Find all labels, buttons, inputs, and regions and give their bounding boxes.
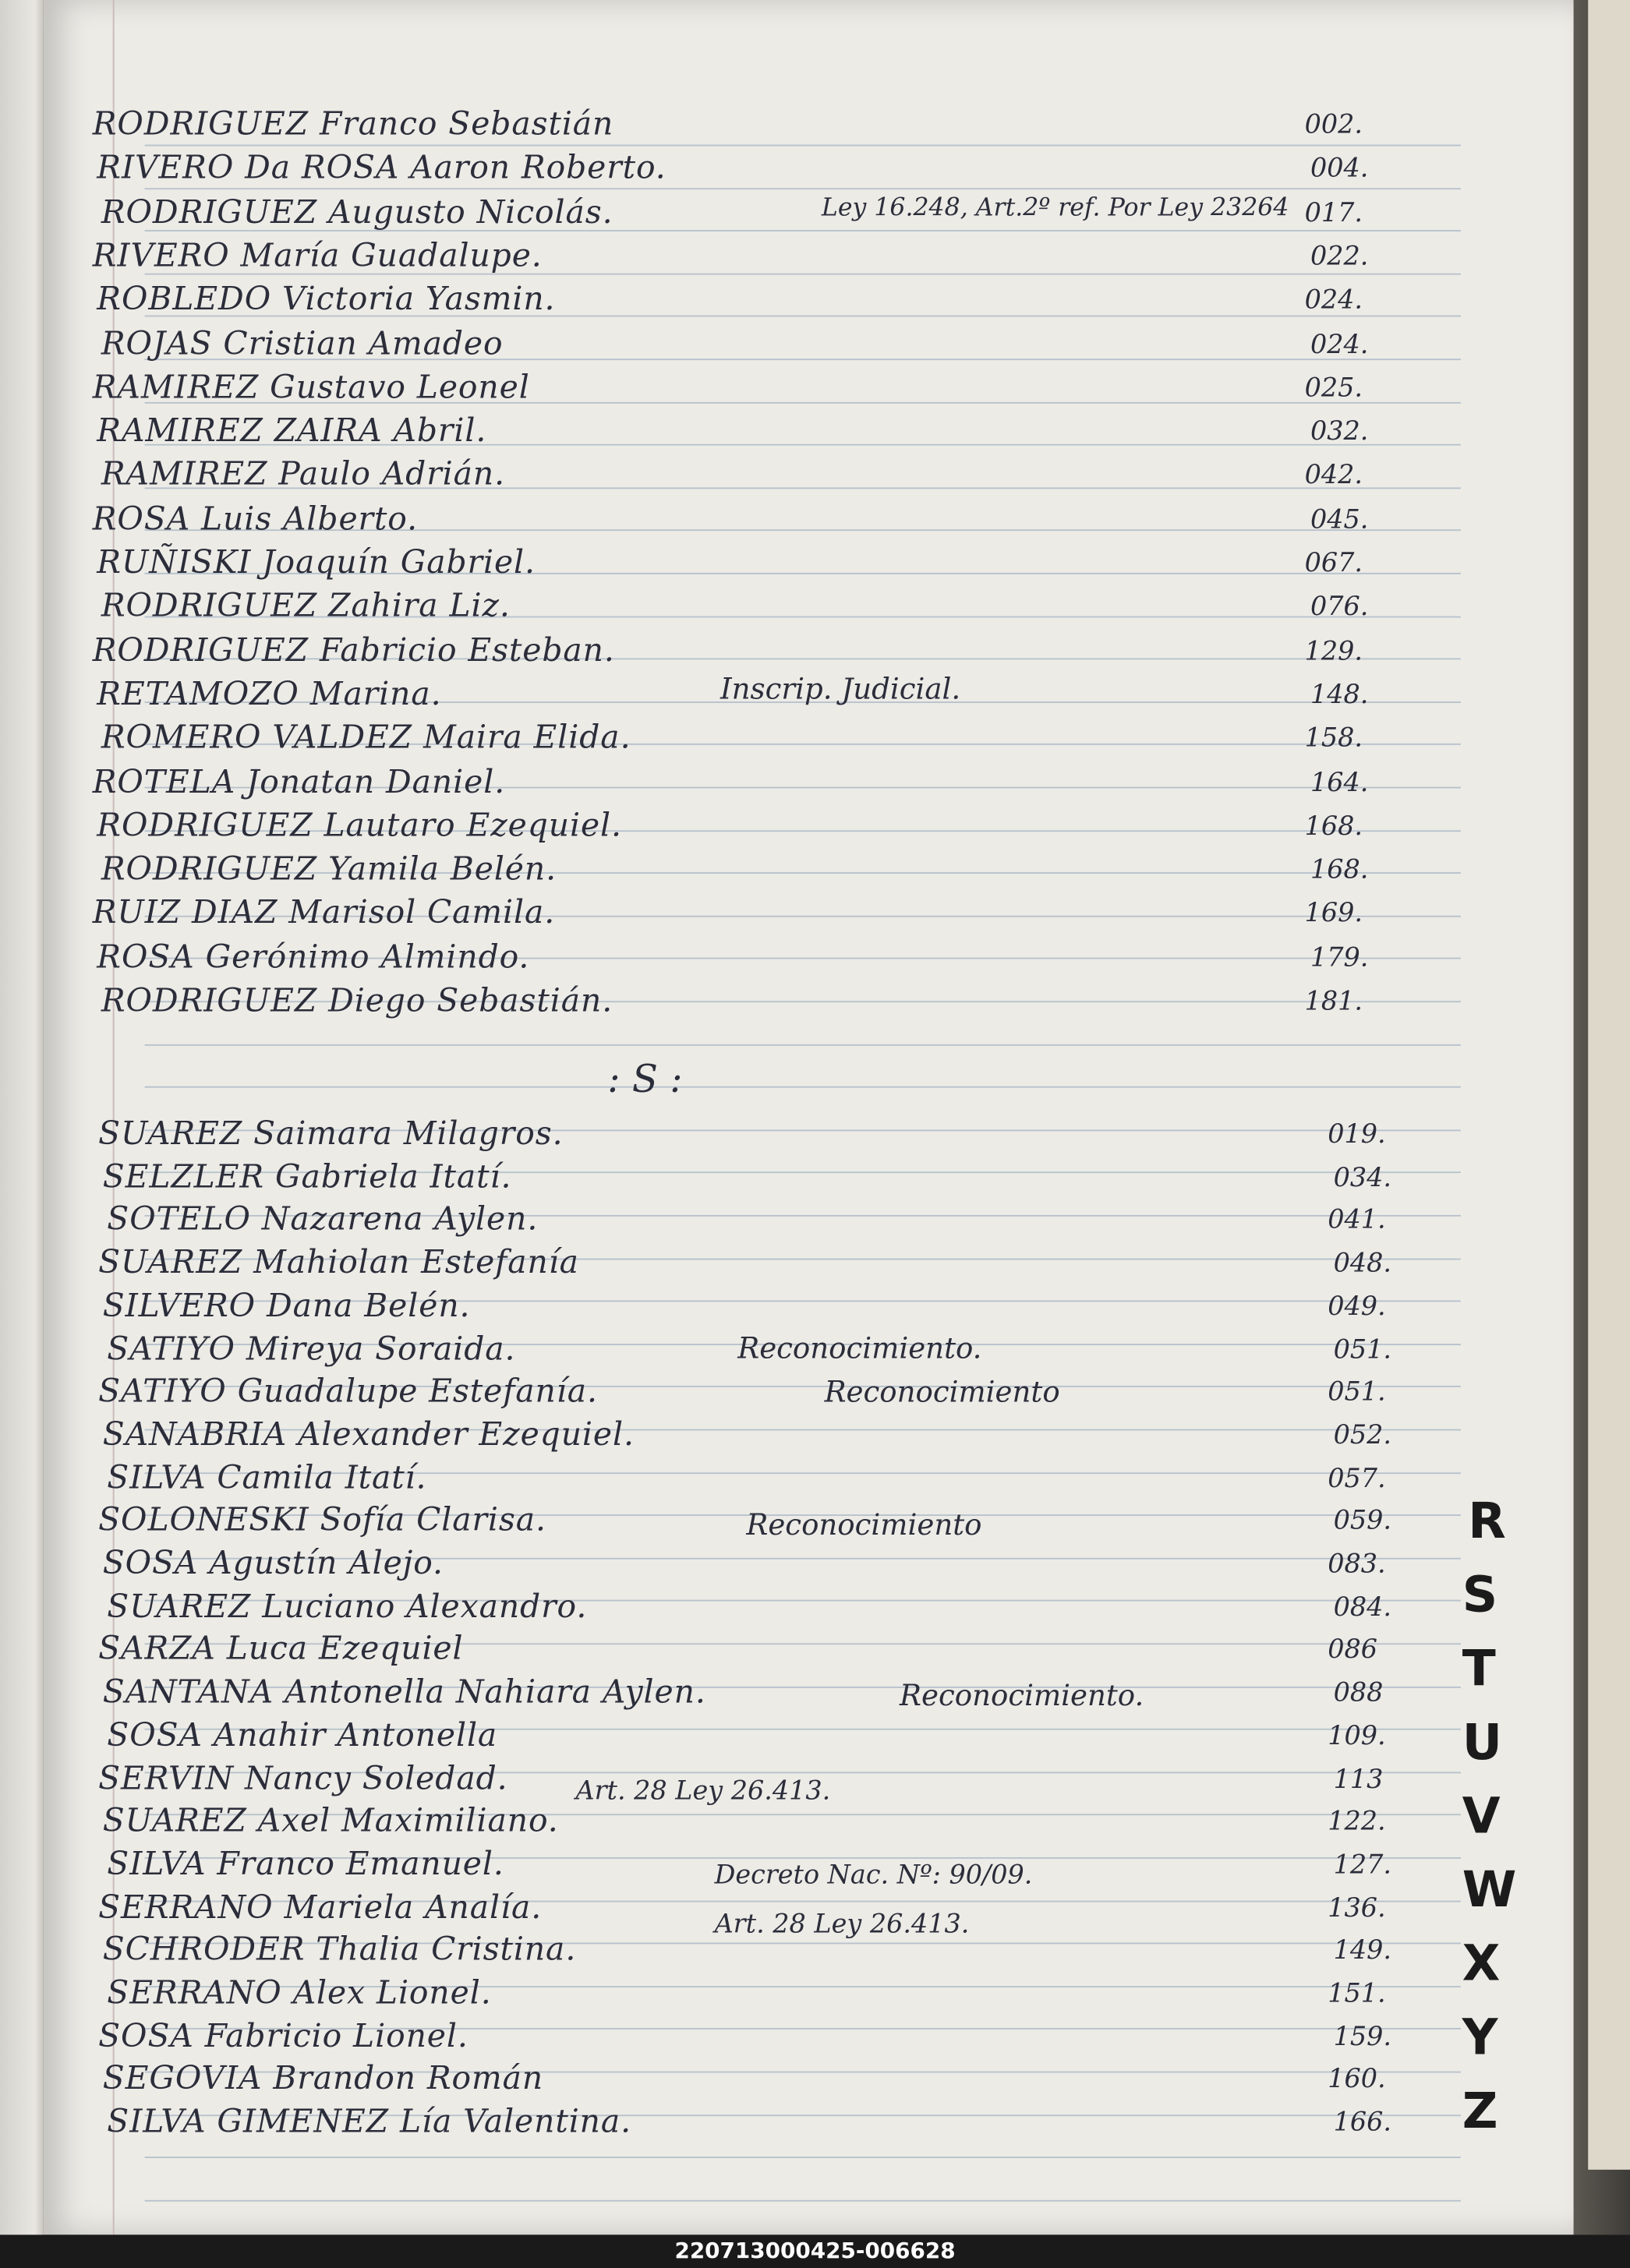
note-art28-ley-2: Art. 28 Ley 26.413. [714,1909,970,1940]
entry-number: 113 [1333,1764,1384,1795]
r-entry-row [0,327,1446,367]
footer-id: 220713000425-006628 [0,2234,1630,2268]
note-decreto-nac: Decreto Nac. Nº: 90/09. [714,1860,1033,1891]
s-entry-row [0,1976,1446,2016]
entry-name: RODRIGUEZ Franco Sebastián [92,107,614,143]
entry-number: 088 [1333,1678,1384,1708]
entry-name: RIVERO María Guadalupe. [92,238,543,275]
entry-number: 168. [1304,811,1363,842]
s-entry-row [0,2105,1446,2146]
entry-number: 051. [1333,1334,1392,1365]
entry-name: SILVERO Dana Belén. [102,1288,471,1325]
index-tab-letter[interactable]: Y [1462,2008,1498,2068]
s-entry-row [0,1374,1446,1415]
entry-number: 158. [1304,723,1363,754]
note-reconocimiento-4: Reconocimiento. [900,1677,1144,1713]
entry-name: RIVERO Da ROSA Aaron Roberto. [97,150,666,187]
entry-number: 086 [1328,1634,1378,1666]
entry-name: ROTELA Jonatan Daniel. [92,764,506,801]
index-tab-letter[interactable]: V [1462,1787,1501,1846]
entry-name: RUÑISKI Joaquín Gabriel. [97,545,536,582]
s-entry-row [0,1288,1446,1329]
note-reconocimiento-2: Reconocimiento [824,1374,1060,1409]
s-entry-row [0,1117,1446,1157]
index-tab-letter[interactable]: W [1462,1861,1517,1920]
entry-number: 084. [1333,1591,1392,1623]
entry-name: SATIYO Mireya Soraida. [107,1331,516,1368]
r-entry-row [0,414,1446,454]
entry-name: RODRIGUEZ Lautaro Ezequiel. [97,808,622,845]
entry-number: 076. [1310,592,1369,623]
entry-name: SARZA Luca Ezequiel [98,1632,464,1669]
s-entry-row [0,1160,1446,1200]
note-reconocimiento-3: Reconocimiento [746,1507,982,1542]
entry-number: 166. [1333,2107,1392,2139]
entry-number: 127. [1333,1849,1392,1881]
entry-name: SEGOVIA Brandon Román [102,2061,544,2098]
entry-number: 148. [1310,680,1369,711]
s-entry-row [0,1632,1446,1673]
r-entry-row [0,151,1446,192]
index-tab-letter[interactable]: S [1462,1566,1498,1625]
r-entry-row [0,765,1446,805]
note-art28-ley-1: Art. 28 Ley 26.413. [575,1776,831,1807]
entry-number: 024. [1310,329,1369,360]
entry-name: RETAMOZO Marina. [97,677,442,713]
s-entry-row [0,1546,1446,1587]
entry-name: RAMIREZ Paulo Adrián. [101,457,505,494]
r-entry-row [0,238,1446,279]
entry-number: 034. [1333,1162,1392,1193]
entry-number: 083. [1328,1549,1386,1580]
entry-number: 024. [1304,284,1363,316]
entry-number: 049. [1328,1291,1386,1322]
alphabet-index-strip [1588,0,1630,2170]
entry-name: SELZLER Gabriela Itatí. [102,1159,512,1196]
note-ley-16248: Ley 16.248, Art.2º ref. Por Ley 23264 [821,193,1289,223]
entry-name: ROJAS Cristian Amadeo [101,326,504,362]
entry-name: SOTELO Nazarena Aylen. [107,1202,539,1239]
index-tab-letter[interactable]: X [1462,1935,1501,1994]
entry-name: RODRIGUEZ Diego Sebastián. [101,984,613,1020]
r-entry-row [0,633,1446,673]
entry-number: 004. [1310,154,1369,185]
entry-name: SOSA Fabricio Lionel. [98,2019,468,2055]
entry-number: 022. [1310,241,1369,272]
entry-name: RAMIREZ ZAIRA Abril. [97,413,487,450]
entry-number: 017. [1304,197,1363,228]
s-entry-row [0,1203,1446,1243]
entry-number: 057. [1328,1463,1386,1494]
r-entry-row [0,282,1446,323]
entry-number: 122. [1328,1807,1386,1838]
entry-name: RAMIREZ Gustavo Leonel [92,369,530,407]
entry-number: 164. [1310,767,1369,798]
entry-number: 048. [1333,1248,1392,1279]
entry-number: 051. [1328,1377,1386,1408]
entry-name: SILVA Franco Emanuel. [107,1846,504,1884]
entry-name: SCHRODER Thalia Cristina. [102,1933,577,1969]
ruled-line [145,2199,1461,2201]
s-entry-row [0,1675,1446,1715]
entry-name: RUIZ DIAZ Marisol Camila. [92,896,556,932]
note-inscrip-judicial: Inscrip. Judicial. [720,671,961,706]
entry-name: ROSA Luis Alberto. [92,501,419,538]
entry-name: ROSA Gerónimo Almindo. [97,939,530,977]
entry-number: 032. [1310,416,1369,447]
index-tab-letter[interactable]: Z [1462,2083,1498,2141]
entry-number: 019. [1328,1119,1386,1150]
entry-name: SERRANO Alex Lionel. [107,1976,492,2012]
r-entry-row [0,984,1446,1024]
r-entry-row [0,589,1446,630]
index-tab-letter[interactable]: U [1462,1714,1503,1772]
entry-number: 067. [1304,548,1363,579]
ruled-line [145,1086,1461,1088]
s-entry-row [0,1503,1446,1544]
entry-name: SERVIN Nancy Soledad. [98,1761,508,1797]
s-entry-row [0,1461,1446,1501]
s-entry-row [0,2019,1446,2059]
r-entry-row [0,457,1446,498]
entry-name: SUAREZ Mahiolan Estefanía [98,1245,579,1282]
entry-number: 169. [1304,899,1363,930]
entry-number: 136. [1328,1892,1386,1924]
entry-number: 149. [1333,1935,1392,1966]
entry-name: SUAREZ Luciano Alexandro. [107,1589,588,1626]
entry-name: SERRANO Mariela Analía. [98,1889,543,1927]
entry-name: RODRIGUEZ Augusto Nicolás. [101,194,613,231]
s-entry-row [0,2061,1446,2102]
entry-name: SILVA GIMENEZ Lía Valentina. [107,2104,632,2141]
r-entry-row [0,940,1446,980]
s-entry-row [0,1718,1446,1758]
r-entry-row [0,808,1446,849]
r-entry-row [0,370,1446,411]
entry-number: 129. [1304,635,1363,666]
entry-number: 109. [1328,1721,1386,1752]
entry-number: 042. [1304,460,1363,491]
r-entry-row [0,852,1446,892]
section-s-header: : S : [607,1058,683,1103]
entry-name: SOSA Anahir Antonella [107,1718,498,1754]
entry-name: SANABRIA Alexander Ezequiel. [102,1417,635,1454]
note-reconocimiento-1: Reconocimiento. [737,1330,982,1365]
entry-name: SUAREZ Saimara Milagros. [98,1116,564,1153]
entry-number: 002. [1304,110,1363,141]
entry-number: 168. [1310,855,1369,885]
entry-name: ROMERO VALDEZ Maira Elida. [101,720,631,757]
entry-number: 059. [1333,1506,1392,1537]
entry-number: 025. [1304,373,1363,404]
s-entry-row [0,1245,1446,1286]
entry-name: SOLONESKI Sofía Clarisa. [98,1503,546,1540]
entry-name: SUAREZ Axel Maximiliano. [102,1803,559,1841]
index-tab-letter[interactable]: T [1462,1640,1496,1698]
s-entry-row [0,1804,1446,1845]
entry-name: SOSA Agustín Alejo. [102,1546,444,1583]
entry-number: 181. [1304,986,1363,1017]
entry-name: SANTANA Antonella Nahiara Aylen. [102,1675,706,1712]
r-entry-row [0,721,1446,761]
entry-name: RODRIGUEZ Zahira Liz. [101,588,511,626]
entry-number: 160. [1328,2065,1386,2096]
s-entry-row [0,1589,1446,1630]
entry-number: 159. [1333,2021,1392,2052]
entry-number: 041. [1328,1205,1386,1236]
r-entry-row [0,896,1446,937]
entry-number: 052. [1333,1420,1392,1451]
entry-number: 045. [1310,504,1369,535]
entry-name: RODRIGUEZ Yamila Belén. [101,852,557,888]
ruled-line [145,2157,1461,2158]
entry-name: SATIYO Guadalupe Estefanía. [98,1374,598,1411]
r-entry-row [0,546,1446,586]
s-entry-row [0,1418,1446,1458]
entry-name: SILVA Camila Itatí. [107,1460,427,1497]
s-entry-row [0,1331,1446,1372]
ruled-line [145,1044,1461,1045]
index-tab-letter[interactable]: R [1468,1493,1506,1551]
entry-name: RODRIGUEZ Fabricio Esteban. [92,633,615,669]
entry-name: ROBLEDO Victoria Yasmin. [97,282,556,319]
r-entry-row [0,107,1446,147]
entry-number: 179. [1310,942,1369,973]
entry-number: 151. [1328,1978,1386,2009]
r-entry-row [0,501,1446,542]
